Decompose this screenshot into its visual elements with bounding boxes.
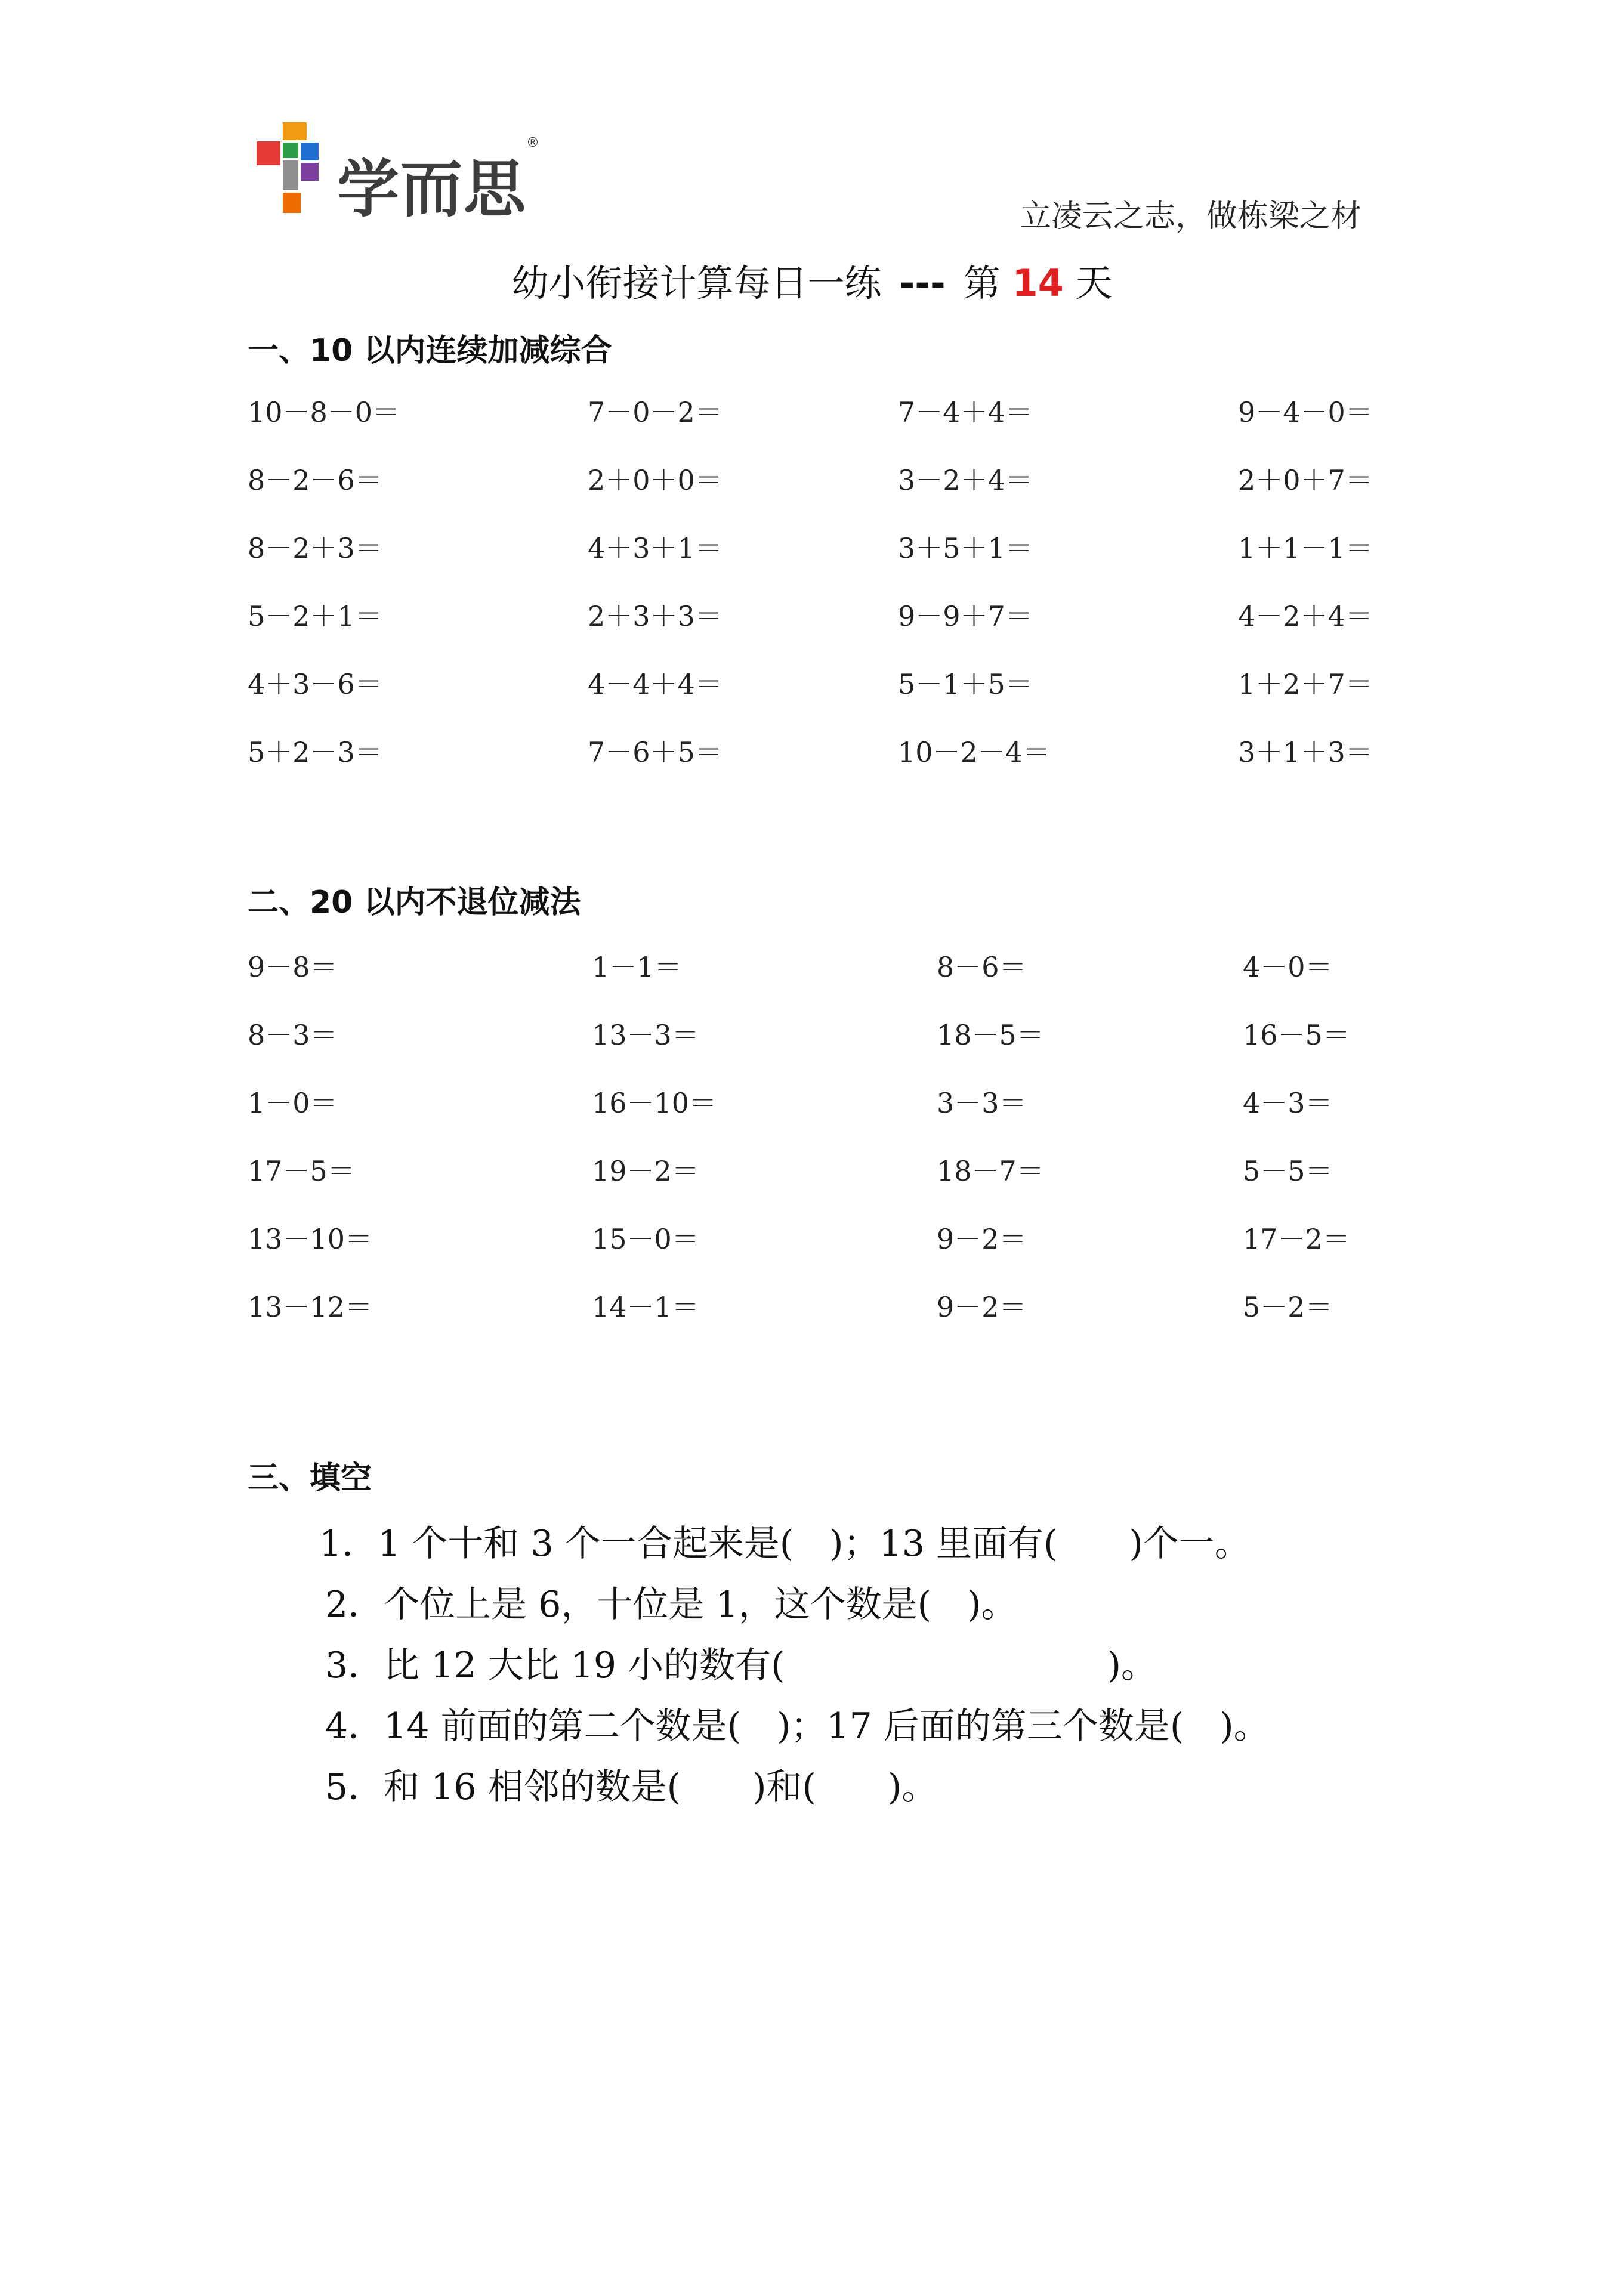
logo: [257, 122, 555, 224]
section2-problem: 15－0＝: [592, 1223, 699, 1255]
section2-problem: 13－3＝: [592, 1019, 699, 1051]
section2-problem: 1－0＝: [248, 1087, 338, 1119]
fill-blank-item: 2．个位上是 6，十位是 1，这个数是( )。: [325, 1584, 1017, 1626]
section1-problem: 10－8－0＝: [248, 396, 400, 428]
logo-block-red: [257, 141, 280, 165]
fill-blank-item: 1．1 个十和 3 个一合起来是( )；13 里面有( )个一。: [319, 1523, 1251, 1565]
section2-problem: 4－0＝: [1243, 951, 1333, 983]
section1-problem: 1＋2＋7＝: [1238, 668, 1373, 700]
section1-problem: 4－4＋4＝: [588, 668, 723, 700]
section2-problem: 3－3＝: [937, 1087, 1027, 1119]
title-day-prefix: 第: [963, 261, 1001, 305]
logo-text: 学而思: [337, 153, 527, 225]
logo-block-gray: [283, 160, 298, 190]
section3-heading: 三、填空: [248, 1460, 372, 1496]
logo-block-orange-bottom: [283, 193, 301, 213]
section1-problem: 5－2＋1＝: [248, 600, 382, 632]
title-day-number: 14: [1012, 261, 1064, 305]
logo-block-orange: [283, 122, 307, 140]
section1-problem: 8－2－6＝: [248, 464, 382, 496]
fill-blank-item: 5．和 16 相邻的数是( )和( )。: [325, 1766, 938, 1808]
logo-block-green: [283, 143, 298, 158]
section1-problem: 10－2－4＝: [898, 736, 1051, 768]
section2-problem: 4－3＝: [1243, 1087, 1333, 1119]
section2-problem: 17－2＝: [1243, 1223, 1350, 1255]
logo-block-purple: [301, 163, 319, 181]
section2-problem: 14－1＝: [592, 1291, 699, 1323]
section1-problem: 5＋2－3＝: [248, 736, 382, 768]
section1-problem: 4－2＋4＝: [1238, 600, 1373, 632]
page-title: [0, 254, 1624, 307]
title-day-suffix: 天: [1075, 261, 1113, 305]
section1-problem: 7－0－2＝: [588, 396, 723, 428]
section2-problem: 5－5＝: [1243, 1155, 1333, 1187]
section2-heading: 二、20 以内不退位减法: [248, 885, 581, 920]
registered-mark: ®: [526, 135, 539, 150]
section1-problem: 9－9＋7＝: [898, 600, 1033, 632]
section1-problem: 3＋5＋1＝: [898, 532, 1033, 564]
section1-problem: 3＋1＋3＝: [1238, 736, 1373, 768]
section1-heading: 一、10 以内连续加减综合: [248, 333, 612, 369]
section1-problem: 2＋3＋3＝: [588, 600, 723, 632]
section2-problem: 8－3＝: [248, 1019, 338, 1051]
section1-problem: 4＋3＋1＝: [588, 532, 723, 564]
section1-problem: 8－2＋3＝: [248, 532, 382, 564]
section1-problem: 3－2＋4＝: [898, 464, 1033, 496]
logo-block-blue: [301, 143, 319, 160]
section2-problem: 5－2＝: [1243, 1291, 1333, 1323]
title-separator: ---: [899, 261, 946, 305]
section2-problem: 16－5＝: [1243, 1019, 1350, 1051]
fill-blank-item: 3．比 12 大比 19 小的数有( )。: [325, 1645, 1157, 1686]
section1-problem: 1＋1－1＝: [1238, 532, 1373, 564]
slogan: 立凌云之志，做栋梁之材: [1020, 199, 1361, 234]
fill-blank-item: 4．14 前面的第二个数是( )；17 后面的第三个数是( )。: [325, 1705, 1270, 1747]
section1-problem: 2＋0＋0＝: [588, 464, 723, 496]
section1-problem: 7－4＋4＝: [898, 396, 1033, 428]
section2-problem: 9－2＝: [937, 1223, 1027, 1255]
section1-problem: 5－1＋5＝: [898, 668, 1033, 700]
section2-problem: 18－5＝: [937, 1019, 1044, 1051]
section2-problem: 8－6＝: [937, 951, 1027, 983]
section2-problem: 13－10＝: [248, 1223, 373, 1255]
section2-problem: 19－2＝: [592, 1155, 699, 1187]
section2-problem: 1－1＝: [592, 951, 682, 983]
section2-problem: 17－5＝: [248, 1155, 355, 1187]
title-main: 幼小衔接计算每日一练: [511, 261, 882, 305]
section2-problem: 9－2＝: [937, 1291, 1027, 1323]
section2-problem: 9－8＝: [248, 951, 338, 983]
section1-problem: 7－6＋5＝: [588, 736, 723, 768]
section1-problem: 9－4－0＝: [1238, 396, 1373, 428]
section2-problem: 13－12＝: [248, 1291, 373, 1323]
section1-problem: 4＋3－6＝: [248, 668, 382, 700]
section1-problem: 2＋0＋7＝: [1238, 464, 1373, 496]
section2-problem: 18－7＝: [937, 1155, 1044, 1187]
section2-problem: 16－10＝: [592, 1087, 717, 1119]
